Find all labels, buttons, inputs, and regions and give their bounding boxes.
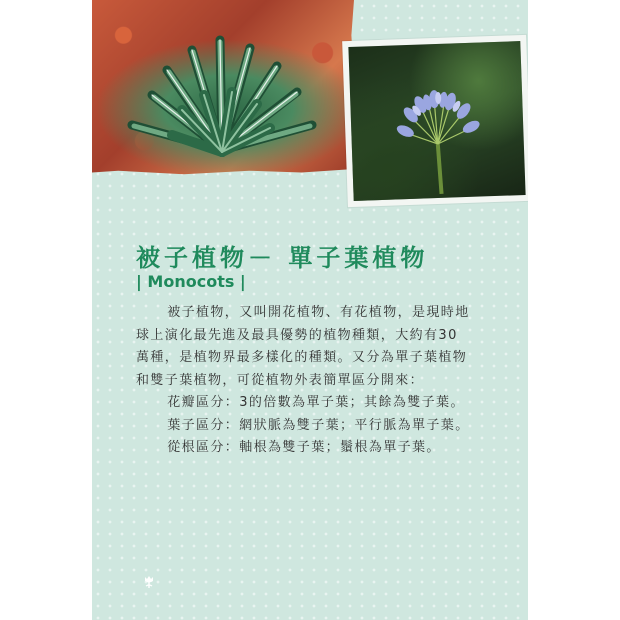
root-rule-paragraph: 從根區分：軸根為雙子葉；鬚根為單子葉。 bbox=[167, 440, 441, 455]
agave-succulent-photo bbox=[92, 0, 354, 176]
book-page bbox=[92, 0, 528, 620]
page-subtitle: | Monocots | bbox=[136, 272, 246, 291]
agapanthus-flower-photo bbox=[342, 35, 528, 207]
leaf-rule-paragraph: 葉子區分：網狀脈為雙子葉；平行脈為單子葉。 bbox=[167, 417, 470, 433]
intro-paragraph: 被子植物，又叫開花植物、有花植物，是現時地球上演化最先進及最具優勢的植物種類，大約有30萬種，是植物界最多樣化的種類。又分為單子葉植物和雙子葉植物，可從植物外表簡單區分開來： bbox=[136, 305, 470, 388]
petal-rule-paragraph: 花瓣區分：3的倍數為單子葉；其餘為雙子葉。 bbox=[167, 395, 465, 410]
body-text bbox=[136, 302, 470, 460]
tulip-page-icon bbox=[144, 575, 154, 589]
page-title: 被子植物－ 單子葉植物 bbox=[136, 244, 429, 272]
